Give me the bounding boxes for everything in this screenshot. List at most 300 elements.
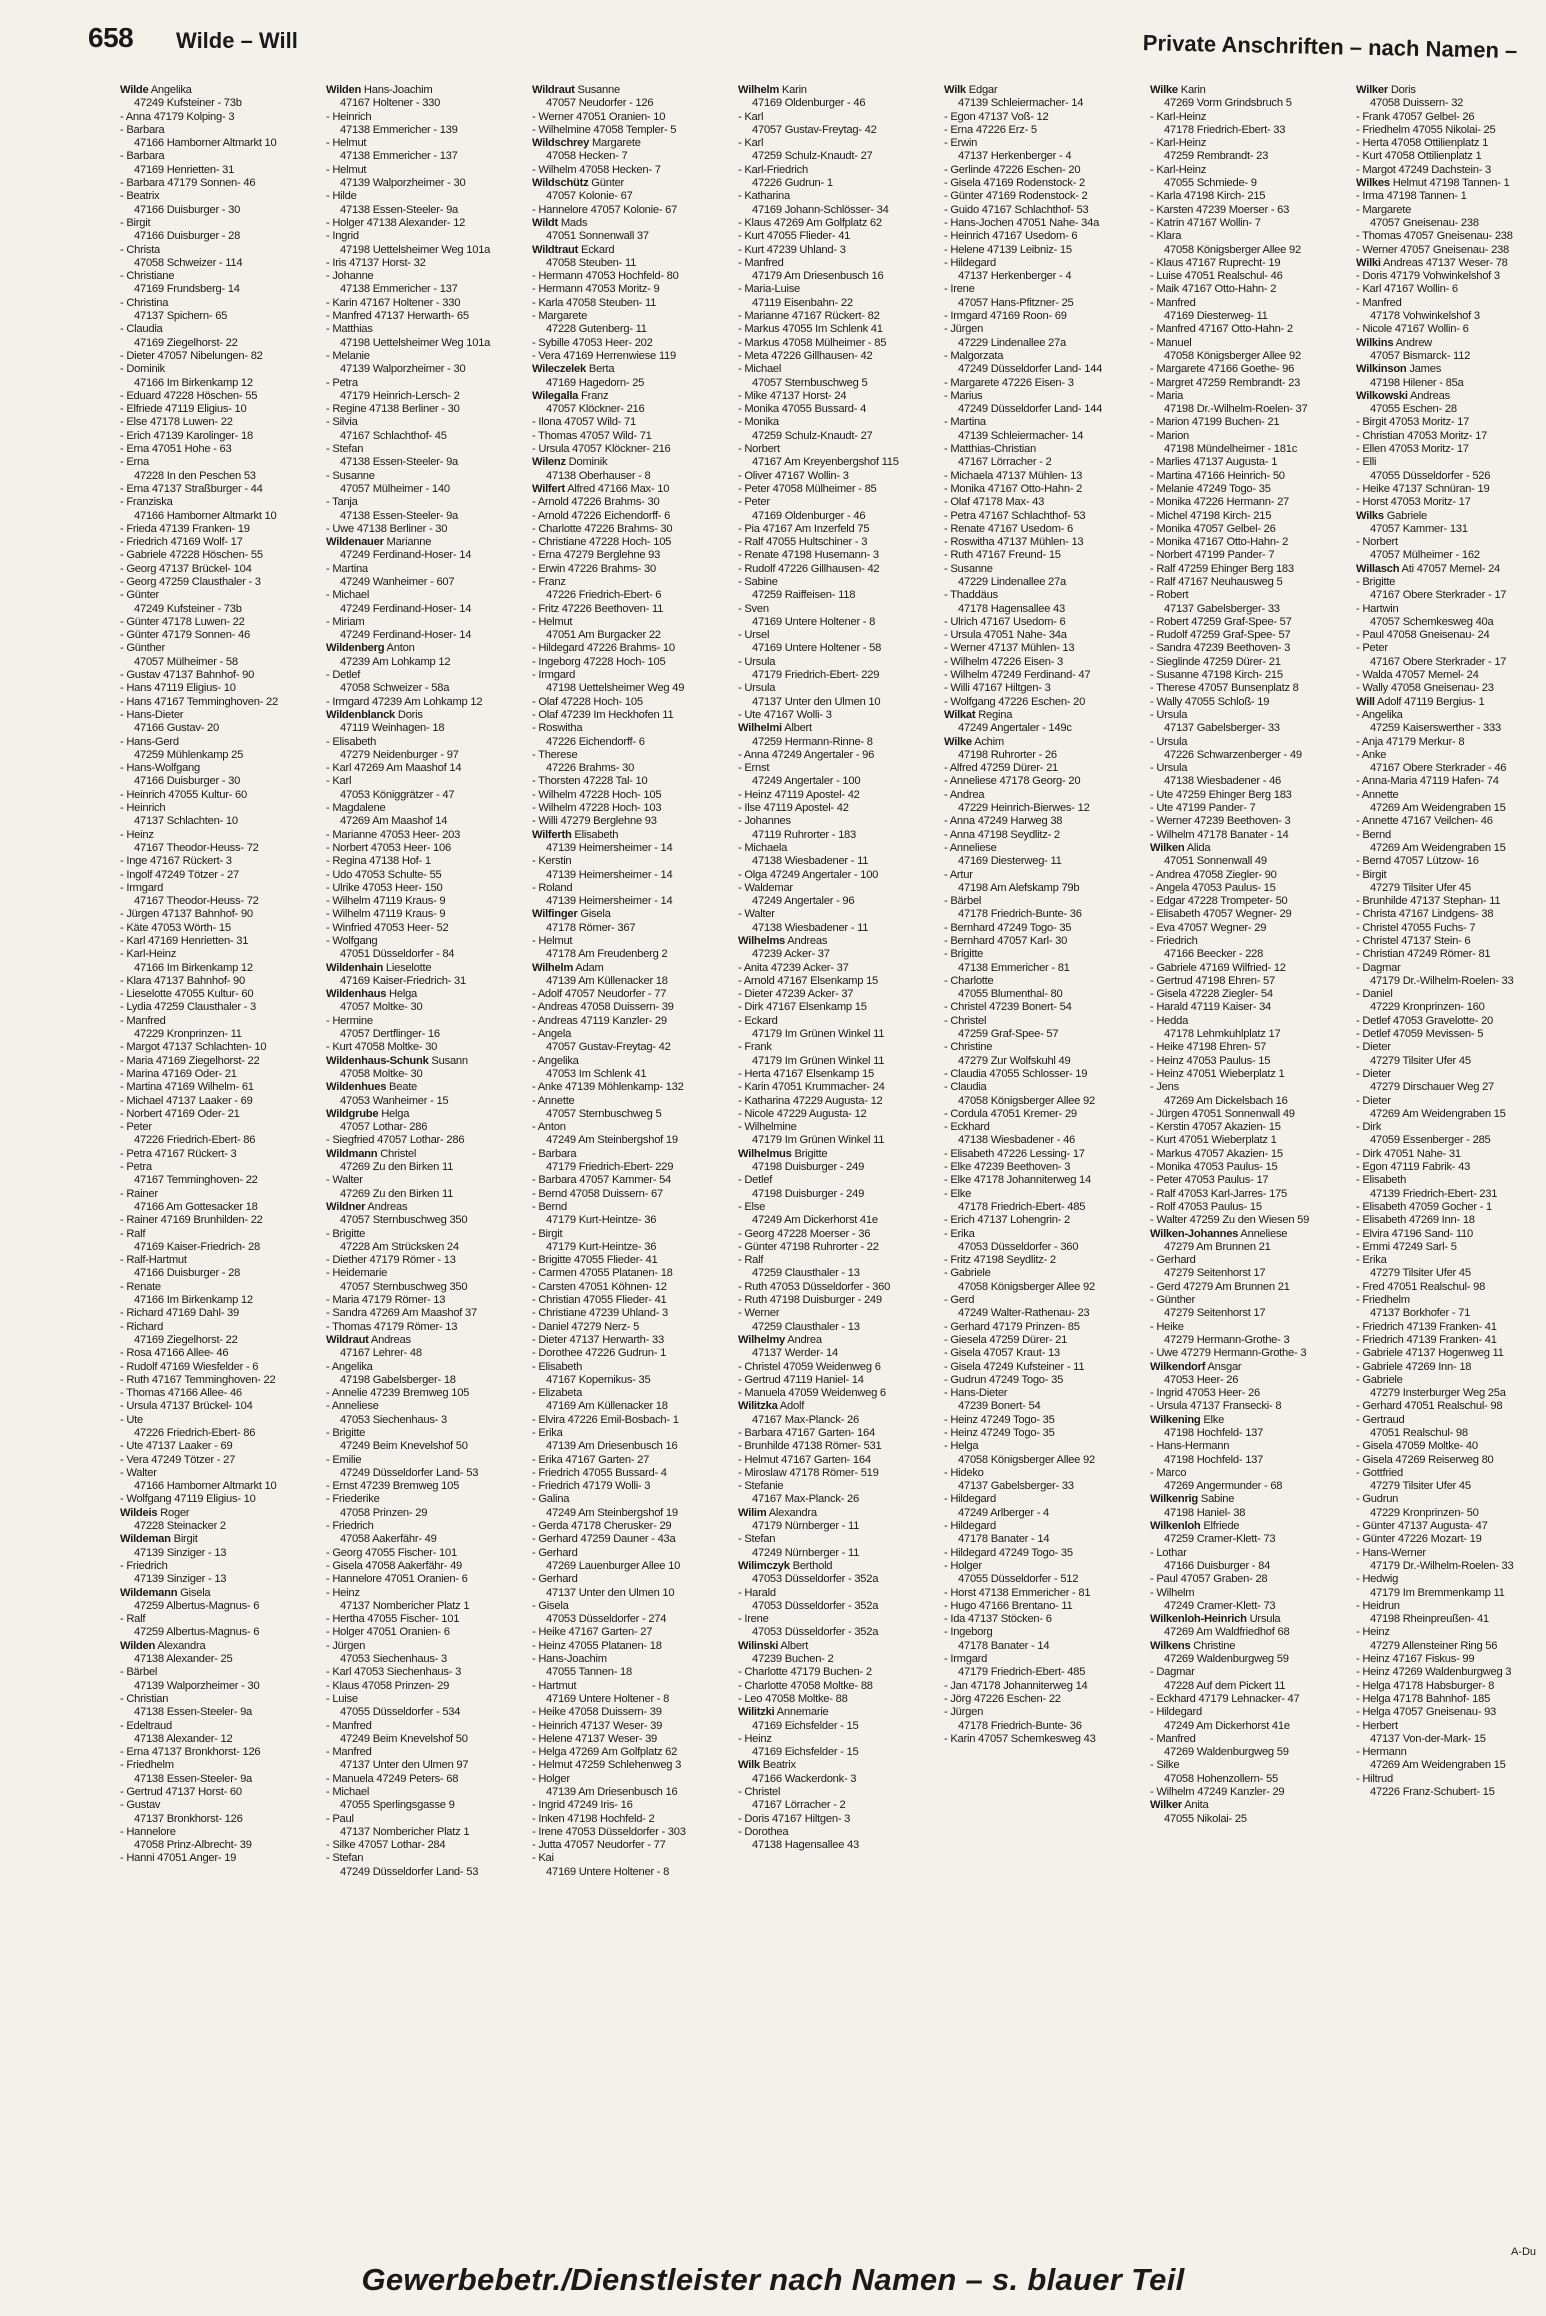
entry-address: 47167 Obere Sterkrader - 17 [1370, 589, 1507, 602]
entry-address: 47178 Friedrich-Bunte- 36 [958, 908, 1082, 921]
entry-address: 47137 Unter den Ulmen 10 [752, 695, 881, 708]
surname: Wildschrey [532, 137, 590, 150]
entry-address: 47167 Lörracher - 2 [958, 456, 1052, 469]
entry-address: 47139 Walporzheimer - 30 [340, 177, 466, 190]
entry-line: - Irmgard 47169 Roon- 69 [944, 310, 1067, 323]
entry-address: 47279 Tilsiter Ufer 45 [1370, 1480, 1471, 1493]
entry-line: - Ursula [1150, 762, 1188, 775]
entry-address: 47138 Alexander- 25 [134, 1653, 233, 1666]
entry-address: 47178 Friedrich-Ebert- 485 [958, 1200, 1086, 1213]
entry-line: - Mike 47137 Horst- 24 [738, 389, 847, 402]
entry-address: 47137 Nombericher Platz 1 [340, 1599, 470, 1612]
entry-line: - Anneliese [944, 841, 997, 854]
entry-address: 47053 Düsseldorfer - 360 [958, 1240, 1079, 1253]
entry-line: - Irmgard 47239 Am Lohkamp 12 [326, 695, 483, 708]
entry-line: - Hans-Werner [1356, 1546, 1426, 1559]
entry-line: - Rolf 47053 Paulus- 15 [1150, 1200, 1262, 1213]
name-range: Wilde – Will [176, 28, 298, 53]
entry-address: 47166 Gustav- 20 [134, 722, 219, 735]
entry-line: - Heinrich 47137 Weser- 39 [532, 1719, 663, 1732]
entry-line: - Margarete 47166 Goethe- 96 [1150, 363, 1295, 376]
surname: Wilegalla [532, 389, 579, 402]
entry-address: 47058 Prinzen- 29 [340, 1506, 428, 1519]
entry-line: - Elli [1356, 456, 1377, 469]
entry-address: 47249 Walter-Rathenau- 23 [958, 1307, 1090, 1320]
entry-line: - Norbert [1356, 536, 1398, 549]
entry-line: - Friedrich 47169 Wolf- 17 [120, 536, 243, 549]
entry-line: - Harald 47119 Kaiser- 34 [1150, 1001, 1272, 1014]
surname: Wildenauer [326, 536, 384, 549]
entry-address: 47179 Heinrich-Lersch- 2 [340, 389, 460, 402]
entry-address: 47167 Obere Sterkrader - 46 [1370, 762, 1507, 775]
entry-surname-line: Will Adolf 47119 Bergius- 1 [1356, 695, 1485, 708]
entry-address: 47259 Hermann-Rinne- 8 [752, 735, 873, 748]
surname: Wilkowski [1356, 389, 1408, 402]
entry-line: - Uwe 47138 Berliner - 30 [326, 522, 448, 535]
entry-line: - Marius [944, 389, 983, 402]
entry-line: - Inge 47167 Rückert- 3 [120, 855, 232, 868]
entry-line: - Barbara 47179 Sonnen- 46 [120, 177, 256, 190]
entry-surname-line: Wilk Beatrix [738, 1759, 796, 1772]
entry-line: - Therese 47057 Bunsenplatz 8 [1150, 682, 1299, 695]
surname: Wildraut [532, 84, 575, 96]
entry-line: - Gudrun 47249 Togo- 35 [944, 1373, 1064, 1386]
entry-line: - Hildegard [1150, 1706, 1202, 1719]
entry-line: - Hannelore [120, 1825, 176, 1838]
entry-line: - Frieda 47139 Franken- 19 [120, 522, 250, 535]
entry-line: - Beatrix [120, 190, 160, 203]
entry-line: - Günter 47169 Rodenstock- 2 [944, 190, 1088, 203]
entry-line: - Irene [738, 1613, 769, 1626]
entry-address: 47138 Emmericher - 139 [340, 123, 458, 136]
entry-line: - Gisela 47269 Reiserweg 80 [1356, 1453, 1494, 1466]
entry-line: - Dirk 47167 Elsenkamp 15 [738, 1001, 867, 1014]
surname: Wilfert [532, 482, 565, 495]
entry-line: - Sabine [738, 575, 778, 588]
entry-address: 47226 Friedrich-Ebert- 86 [134, 1134, 256, 1147]
entry-line: - Artur [944, 868, 973, 881]
entry-line: - Renate [120, 1280, 161, 1293]
entry-address: 47057 Kammer- 131 [1370, 522, 1468, 535]
entry-address: 47198 Dr.-Wilhelm-Roelen- 37 [1164, 403, 1308, 416]
surname: Wildenberg [326, 642, 385, 655]
entry-address: 47053 Im Schlenk 41 [546, 1067, 647, 1080]
entry-address: 47166 Im Birkenkamp 12 [134, 376, 253, 389]
entry-line: - Elisabeth [326, 735, 377, 748]
entry-address: 47169 Kaiser-Friedrich- 31 [340, 974, 466, 987]
entry-line: - Miriam [326, 615, 365, 628]
entry-address: 47229 Lindenallee 27a [958, 575, 1066, 588]
entry-address: 47269 Am Weidengraben 15 [1370, 802, 1506, 815]
entry-address: 47138 Emmericher - 137 [340, 283, 458, 296]
entry-line: - Erwin [944, 137, 978, 150]
entry-line: - Irene [944, 283, 975, 296]
entry-address: 47138 Wiesbadener - 11 [752, 855, 869, 868]
entry-address: 47138 Emmericher - 137 [340, 150, 458, 163]
entry-address: 47058 Prinz-Albrecht- 39 [134, 1839, 252, 1852]
entry-line: - Maria 47179 Römer- 13 [326, 1294, 446, 1307]
entry-address: 47058 Königsberger Allee 92 [958, 1453, 1095, 1466]
entry-line: - Dieter [1356, 1067, 1391, 1080]
entry-line: - Christiane 47239 Uhland- 3 [532, 1307, 669, 1320]
entry-line: - Anita 47239 Acker- 37 [738, 961, 849, 974]
entry-line: - Luise [326, 1692, 358, 1705]
surname: Wilhelmy [738, 1333, 786, 1346]
entry-address: 47051 Realschul- 98 [1370, 1426, 1468, 1439]
entry-address: 47139 Heimersheimer - 14 [546, 868, 673, 881]
entry-surname-line: Wilke Achim [944, 735, 1004, 748]
entry-line: - Gerlinde 47226 Eschen- 20 [944, 163, 1081, 176]
entry-line: - Pia 47167 Am Inzerfeld 75 [738, 522, 870, 535]
entry-line: - Anton [532, 1121, 566, 1134]
entry-address: 47055 Nikolai- 25 [1164, 1812, 1247, 1825]
surname: Wildemann [120, 1586, 178, 1599]
entry-address: 47166 Duisburger - 84 [1164, 1559, 1271, 1572]
entry-address: 47226 Friedrich-Ebert- 86 [134, 1426, 256, 1439]
entry-address: 47139 Sinziger - 13 [134, 1573, 227, 1586]
entry-address: 47057 Mülheimer - 58 [134, 655, 238, 668]
entry-address: 47249 Cramer-Klett- 73 [1164, 1599, 1276, 1612]
entry-address: 47259 Clausthaler - 13 [752, 1267, 860, 1280]
entry-address: 47249 Ferdinand-Hoser- 14 [340, 602, 472, 615]
entry-line: - Carsten 47051 Köhnen- 12 [532, 1280, 667, 1293]
entry-address: 47279 Allensteiner Ring 56 [1370, 1639, 1498, 1652]
entry-line: - Irmgard [120, 881, 164, 894]
entry-line: - Gisela [532, 1599, 569, 1612]
entry-line: - Peter [120, 1121, 152, 1134]
entry-line: - Ursula 47137 Fransecki- 8 [1150, 1400, 1282, 1413]
entry-line: - Hans 47167 Temminghoven- 22 [120, 695, 278, 708]
entry-address: 47269 Angermunder - 68 [1164, 1480, 1283, 1493]
entry-line: - Heinz 47119 Apostel- 42 [738, 788, 860, 801]
entry-surname-line: Wilfinger Gisela [532, 908, 611, 921]
entry-line: - Roswitha 47137 Mühlen- 13 [944, 536, 1084, 549]
entry-line: - Matthias [326, 323, 373, 336]
entry-line: - Monika [738, 416, 779, 429]
entry-address: 47167 Lehrer- 48 [340, 1347, 422, 1360]
entry-line: - Norbert 47199 Pander- 7 [1150, 549, 1275, 562]
entry-line: - Detlef [326, 669, 361, 682]
entry-line: - Andreas 47119 Kanzler- 29 [532, 1014, 667, 1027]
entry-line: - Gerhard 47051 Realschul- 98 [1356, 1400, 1503, 1413]
entry-line: - Uwe 47279 Hermann-Grothe- 3 [1150, 1347, 1307, 1360]
entry-line: - Sieglinde 47259 Dürer- 21 [1150, 655, 1281, 668]
entry-line: - Ute 47137 Laaker - 69 [120, 1440, 233, 1453]
entry-line: - Erna 47226 Erz- 5 [944, 123, 1037, 136]
entry-address: 47169 Am Küllenacker 18 [546, 1400, 668, 1413]
entry-line: - Gertrud 47119 Haniel- 14 [738, 1373, 864, 1386]
entry-line: - Ursula [1150, 735, 1188, 748]
entry-line: - Ursula [738, 682, 776, 695]
surname: Wilhelmus [738, 1147, 792, 1160]
entry-address: 47119 Ruhrorter - 183 [752, 828, 856, 841]
entry-surname-line: Wildtraut Eckard [532, 243, 615, 256]
entry-line: - Ursel [738, 629, 770, 642]
entry-address: 47166 Duisburger - 30 [134, 203, 241, 216]
entry-address: 47053 Düsseldorfer - 352a [752, 1599, 879, 1612]
entry-line: - Johanne [326, 270, 374, 283]
entry-line: - Walda 47057 Memel- 24 [1356, 669, 1479, 682]
surname: Wildeman [120, 1533, 171, 1546]
entry-line: - Gerhard [532, 1573, 578, 1586]
entry-line: - Irene 47053 Düsseldorfer - 303 [532, 1825, 686, 1838]
entry-line: - Dorothee 47226 Gudrun- 1 [532, 1347, 667, 1360]
entry-line: - Wilhelm 47228 Hoch- 105 [532, 788, 662, 801]
entry-line: - Thomas 47057 Gneisenau- 238 [1356, 230, 1513, 243]
entry-line: - Wolfgang [326, 935, 378, 947]
entry-address: 47179 Friedrich-Ebert- 229 [546, 1161, 674, 1174]
entry-line: - Ralf [120, 1227, 146, 1240]
entry-line: - Charlotte 47179 Buchen- 2 [738, 1666, 872, 1679]
entry-line: - Wilhelm [1150, 1586, 1195, 1599]
entry-address: 47137 Borkhofer - 71 [1370, 1307, 1471, 1320]
surname: Wilker [1356, 84, 1388, 96]
entry-line: - Erich 47137 Lohengrin- 2 [944, 1214, 1070, 1227]
entry-line: - Barbara 47167 Garten- 164 [738, 1426, 875, 1439]
entry-address: 47051 Sonnenwall 37 [546, 230, 649, 243]
entry-line: - Hiltrud [1356, 1772, 1393, 1785]
entry-address: 47179 Friedrich-Ebert- 229 [752, 669, 880, 682]
entry-address: 47226 Eichendorff- 6 [546, 735, 645, 748]
entry-line: - Martina [326, 562, 368, 575]
entry-line: - Heike 47198 Ehren- 57 [1150, 1041, 1267, 1054]
entry-address: 47239 Acker- 37 [752, 948, 830, 961]
entry-address: 47138 Essen-Steeler- 9a [134, 1772, 253, 1785]
entry-line: - Ingolf 47249 Tötzer - 27 [120, 868, 239, 881]
surname: Wilkenrig [1150, 1493, 1199, 1506]
entry-line: - Katharina 47229 Augusta- 12 [738, 1094, 883, 1107]
entry-address: 47226 Brahms- 30 [546, 762, 635, 775]
entry-line: - Heinz 47053 Paulus- 15 [1150, 1054, 1271, 1067]
entry-address: 47229 Kronprinzen- 160 [1370, 1001, 1485, 1014]
entry-line: - Barbara [532, 1147, 577, 1160]
entry-line: - Ralf 47259 Ehinger Berg 183 [1150, 562, 1294, 575]
entry-line: - Wilhelm 47226 Eisen- 3 [944, 655, 1063, 668]
entry-line: - Erna 47279 Berglehne 93 [532, 549, 661, 562]
entry-line: - Georg 47055 Fischer- 101 [326, 1546, 457, 1559]
entry-line: - Hermann 47053 Moritz- 9 [532, 283, 660, 296]
entry-line: - Helmut [326, 163, 367, 176]
entry-line: - Angelika [532, 1054, 579, 1067]
entry-line: - Bernd [532, 1200, 567, 1213]
entry-address: 47137 Von-der-Mark- 15 [1370, 1732, 1486, 1745]
entry-line: - Meta 47226 Gillhausen- 42 [738, 349, 873, 362]
entry-address: 47169 Untere Holtener - 8 [752, 615, 876, 628]
entry-address: 47055 Blumenthal- 80 [958, 988, 1063, 1001]
entry-address: 47119 Eisenbahn- 22 [752, 296, 853, 309]
entry-line: - Karla 47198 Kirch- 215 [1150, 190, 1266, 203]
entry-line: - Karl [738, 110, 764, 123]
entry-address: 47198 Hochfeld- 137 [1164, 1426, 1264, 1439]
entry-surname-line: Wilferth Elisabeth [532, 828, 619, 841]
entry-line: - Karl 47053 Siechenhaus- 3 [326, 1666, 462, 1679]
entry-address: 47228 Am Strücksken 24 [340, 1240, 459, 1253]
entry-line: - Manuela 47059 Weidenweg 6 [738, 1387, 886, 1400]
entry-line: - Hedwig [1356, 1573, 1399, 1586]
entry-line: - Gottfried [1356, 1466, 1403, 1479]
entry-line: - Olaf 47178 Max- 43 [944, 496, 1045, 509]
surname: Wilden [120, 1639, 156, 1652]
entry-line: - Dieter 47137 Herwarth- 33 [532, 1333, 664, 1346]
entry-address: 47053 Königgrätzer - 47 [340, 788, 455, 801]
entry-address: 47259 Rembrandt- 23 [1164, 150, 1269, 163]
surname: Wildenhaus [326, 988, 387, 1001]
entry-line: - Erwin 47226 Brahms- 30 [532, 562, 656, 575]
entry-address: 47169 Untere Holtener - 58 [752, 642, 882, 655]
entry-line: - Dorothea [738, 1825, 789, 1838]
entry-line: - Michael 47137 Laaker - 69 [120, 1094, 253, 1107]
entry-address: 47167 Max-Planck- 26 [752, 1413, 859, 1426]
entry-line: - Alfred 47259 Dürer- 21 [944, 762, 1059, 775]
entry-address: 47249 Düsseldorfer Land- 144 [958, 403, 1103, 416]
entry-line: - Ingrid 47249 Iris- 16 [532, 1799, 633, 1812]
entry-line: - Arnold 47226 Eichendorff- 6 [532, 509, 671, 522]
entry-address: 47057 Mülheimer - 140 [340, 482, 450, 495]
entry-line: - Vera 47249 Tötzer - 27 [120, 1453, 236, 1466]
entry-address: 47179 Kurt-Heintze- 36 [546, 1240, 657, 1253]
surname: Wilkendorf [1150, 1360, 1206, 1373]
entry-line: - Horst 47138 Emmericher - 81 [944, 1586, 1091, 1599]
entry-address: 47167 Kopernikus- 35 [546, 1373, 651, 1386]
entry-line: - Karla 47058 Steuben- 11 [532, 296, 657, 309]
entry-line: - Annette [1356, 788, 1399, 801]
entry-address: 47167 Holtener - 330 [340, 97, 441, 110]
entry-address: 47198 Duisburger - 249 [752, 1161, 865, 1174]
entry-line: - Ruth 47053 Düsseldorfer - 360 [738, 1280, 891, 1293]
entry-line: - Helmut [532, 935, 573, 947]
entry-line: - Gerda 47178 Cherusker- 29 [532, 1520, 672, 1533]
entry-line: - Jürgen [326, 1639, 366, 1652]
entry-line: - Peter [1356, 642, 1388, 655]
entry-line: - Vera 47169 Herrenwiese 119 [532, 349, 676, 362]
entry-line: - Ursula 47057 Klöckner- 216 [532, 443, 671, 456]
entry-line: - Werner [738, 1307, 780, 1320]
entry-line: - Manfred [1150, 1732, 1196, 1745]
entry-line: - Marina 47169 Oder- 21 [120, 1067, 237, 1080]
surname: Wilki [1356, 256, 1381, 269]
entry-line: - Thomas 47057 Wild- 71 [532, 429, 652, 442]
entry-address: 47051 Düsseldorfer - 84 [340, 948, 455, 961]
entry-address: 47269 Am Weidengraben 15 [1370, 841, 1506, 854]
surname: Wilk [944, 84, 966, 96]
entry-line: - Christian 47055 Flieder- 41 [532, 1294, 667, 1307]
entry-line: - Heinz [120, 828, 154, 841]
entry-line: - Dieter [1356, 1094, 1391, 1107]
entry-line: - Annette [532, 1094, 575, 1107]
entry-line: - Thomas 47166 Allee- 46 [120, 1387, 242, 1400]
entry-address: 47057 Gneisenau- 238 [1370, 216, 1479, 229]
entry-line: - Elke 47178 Johanniterweg 14 [944, 1174, 1091, 1187]
entry-line: - Gisela 47058 Aakerfähr- 49 [326, 1559, 463, 1572]
entry-address: 47139 Walporzheimer - 30 [340, 363, 466, 376]
surname: Wilkins [1356, 336, 1394, 349]
entry-address: 47269 Vorm Grindsbruch 5 [1164, 97, 1292, 110]
entry-line: - Gabriele [1356, 1373, 1403, 1386]
surname: Wildenblanck [326, 708, 396, 721]
entry-line: - Peter 47053 Paulus- 17 [1150, 1174, 1269, 1187]
entry-address: 47279 Am Brunnen 21 [1164, 1240, 1271, 1253]
entry-line: - Heinz 47249 Togo- 35 [944, 1413, 1055, 1426]
entry-surname-line: Wilitzka Adolf [738, 1400, 805, 1413]
entry-line: - Günter 47179 Sonnen- 46 [120, 629, 250, 642]
entry-line: - Christel [944, 1014, 987, 1027]
entry-address: 47051 Am Burgacker 22 [546, 629, 661, 642]
entry-line: - Gabriele 47228 Höschen- 55 [120, 549, 263, 562]
entry-line: - Charlotte 47226 Brahms- 30 [532, 522, 673, 535]
entry-address: 47167 Theodor-Heuss- 72 [134, 895, 259, 908]
entry-line: - Bernd 47058 Duissern- 67 [532, 1187, 663, 1200]
entry-address: 47279 Hermann-Grothe- 3 [1164, 1333, 1290, 1346]
entry-line: - Günther [1150, 1294, 1196, 1307]
entry-line: - Monika 47167 Otto-Hahn- 2 [944, 482, 1083, 495]
entry-line: - Heidrun [1356, 1599, 1400, 1612]
entry-line: - Manfred 47167 Otto-Hahn- 2 [1150, 323, 1293, 336]
entry-line: - Marion 47199 Buchen- 21 [1150, 416, 1280, 429]
entry-line: - Christa [120, 243, 161, 256]
entry-line: - Birgit [120, 216, 151, 229]
entry-line: - Wilhelmine [738, 1121, 797, 1134]
entry-line: - Ingrid [326, 230, 359, 243]
entry-line: - Gabriele 47169 Wilfried- 12 [1150, 961, 1286, 974]
entry-line: - Helmut [326, 137, 367, 150]
entry-address: 47249 Am Dickerhorst 41e [752, 1214, 878, 1227]
entry-address: 47137 Herkenberger - 4 [958, 270, 1072, 283]
entry-surname-line: Wilden Alexandra [120, 1639, 206, 1652]
surname: Wildmann [326, 1147, 378, 1160]
entry-line: - Friedrich 47139 Franken- 41 [1356, 1333, 1497, 1346]
entry-address: 47239 Bonert- 54 [958, 1400, 1041, 1413]
entry-line: - Monika 47057 Gelbel- 26 [1150, 522, 1276, 535]
entry-address: 47269 Zu den Birken 11 [340, 1187, 454, 1200]
entry-address: 47139 Friedrich-Ebert- 231 [1370, 1187, 1498, 1200]
entry-line: - Brigitte [326, 1227, 366, 1240]
entry-line: - Wilhelm 47119 Kraus- 9 [326, 895, 446, 908]
entry-surname-line: Wilhelmi Albert [738, 722, 812, 735]
entry-address: 47139 Schleiermacher- 14 [958, 429, 1084, 442]
directory-column-2 [326, 84, 538, 2224]
entry-line: - Waldemar [738, 881, 793, 894]
entry-address: 47178 Vohwinkelshof 3 [1370, 310, 1480, 323]
entry-line: - Barbara 47057 Kammer- 54 [532, 1174, 672, 1187]
entry-line: - Wilhelm 47119 Kraus- 9 [326, 908, 446, 921]
entry-address: 47226 Gudrun- 1 [752, 177, 833, 190]
entry-address: 47239 Am Lohkamp 12 [340, 655, 451, 668]
entry-address: 47058 Schweizer - 58a [340, 682, 450, 695]
entry-line: - Margot 47249 Dachstein- 3 [1356, 163, 1492, 176]
entry-address: 47055 Düsseldorfer - 534 [340, 1706, 461, 1719]
entry-line: - Michael [326, 1786, 370, 1798]
entry-line: - Manfred [1150, 296, 1196, 309]
entry-address: 47269 Am Weidengraben 15 [1370, 1107, 1506, 1120]
entry-line: - Anna 47249 Angertaler - 96 [738, 748, 875, 761]
entry-line: - Paul [326, 1812, 354, 1825]
entry-line: - Karl-Friedrich [738, 163, 808, 176]
entry-address: 47057 Lothar- 286 [340, 1121, 428, 1134]
entry-address: 47169 Oldenburger - 46 [752, 97, 866, 110]
entry-line: - Ralf 47053 Karl-Jarres- 175 [1150, 1187, 1288, 1200]
entry-line: - Wilhelm 47058 Hecken- 7 [532, 163, 661, 176]
entry-line: - Sandra 47269 Am Maashof 37 [326, 1307, 477, 1320]
entry-line: - Stefan [738, 1533, 776, 1546]
entry-line: - Melanie [326, 349, 370, 362]
entry-line: - Ingeborg [944, 1626, 993, 1639]
entry-surname-line: Wilitzki Annemarie [738, 1706, 829, 1719]
entry-line: - Marianne 47167 Rückert- 82 [738, 310, 880, 323]
entry-address: 47055 Schmiede- 9 [1164, 177, 1257, 190]
entry-address: 47178 Lehmkuhlplatz 17 [1164, 1028, 1281, 1041]
entry-address: 47055 Düsseldorfer - 512 [958, 1573, 1079, 1586]
entry-line: - Friedrich [326, 1520, 374, 1533]
